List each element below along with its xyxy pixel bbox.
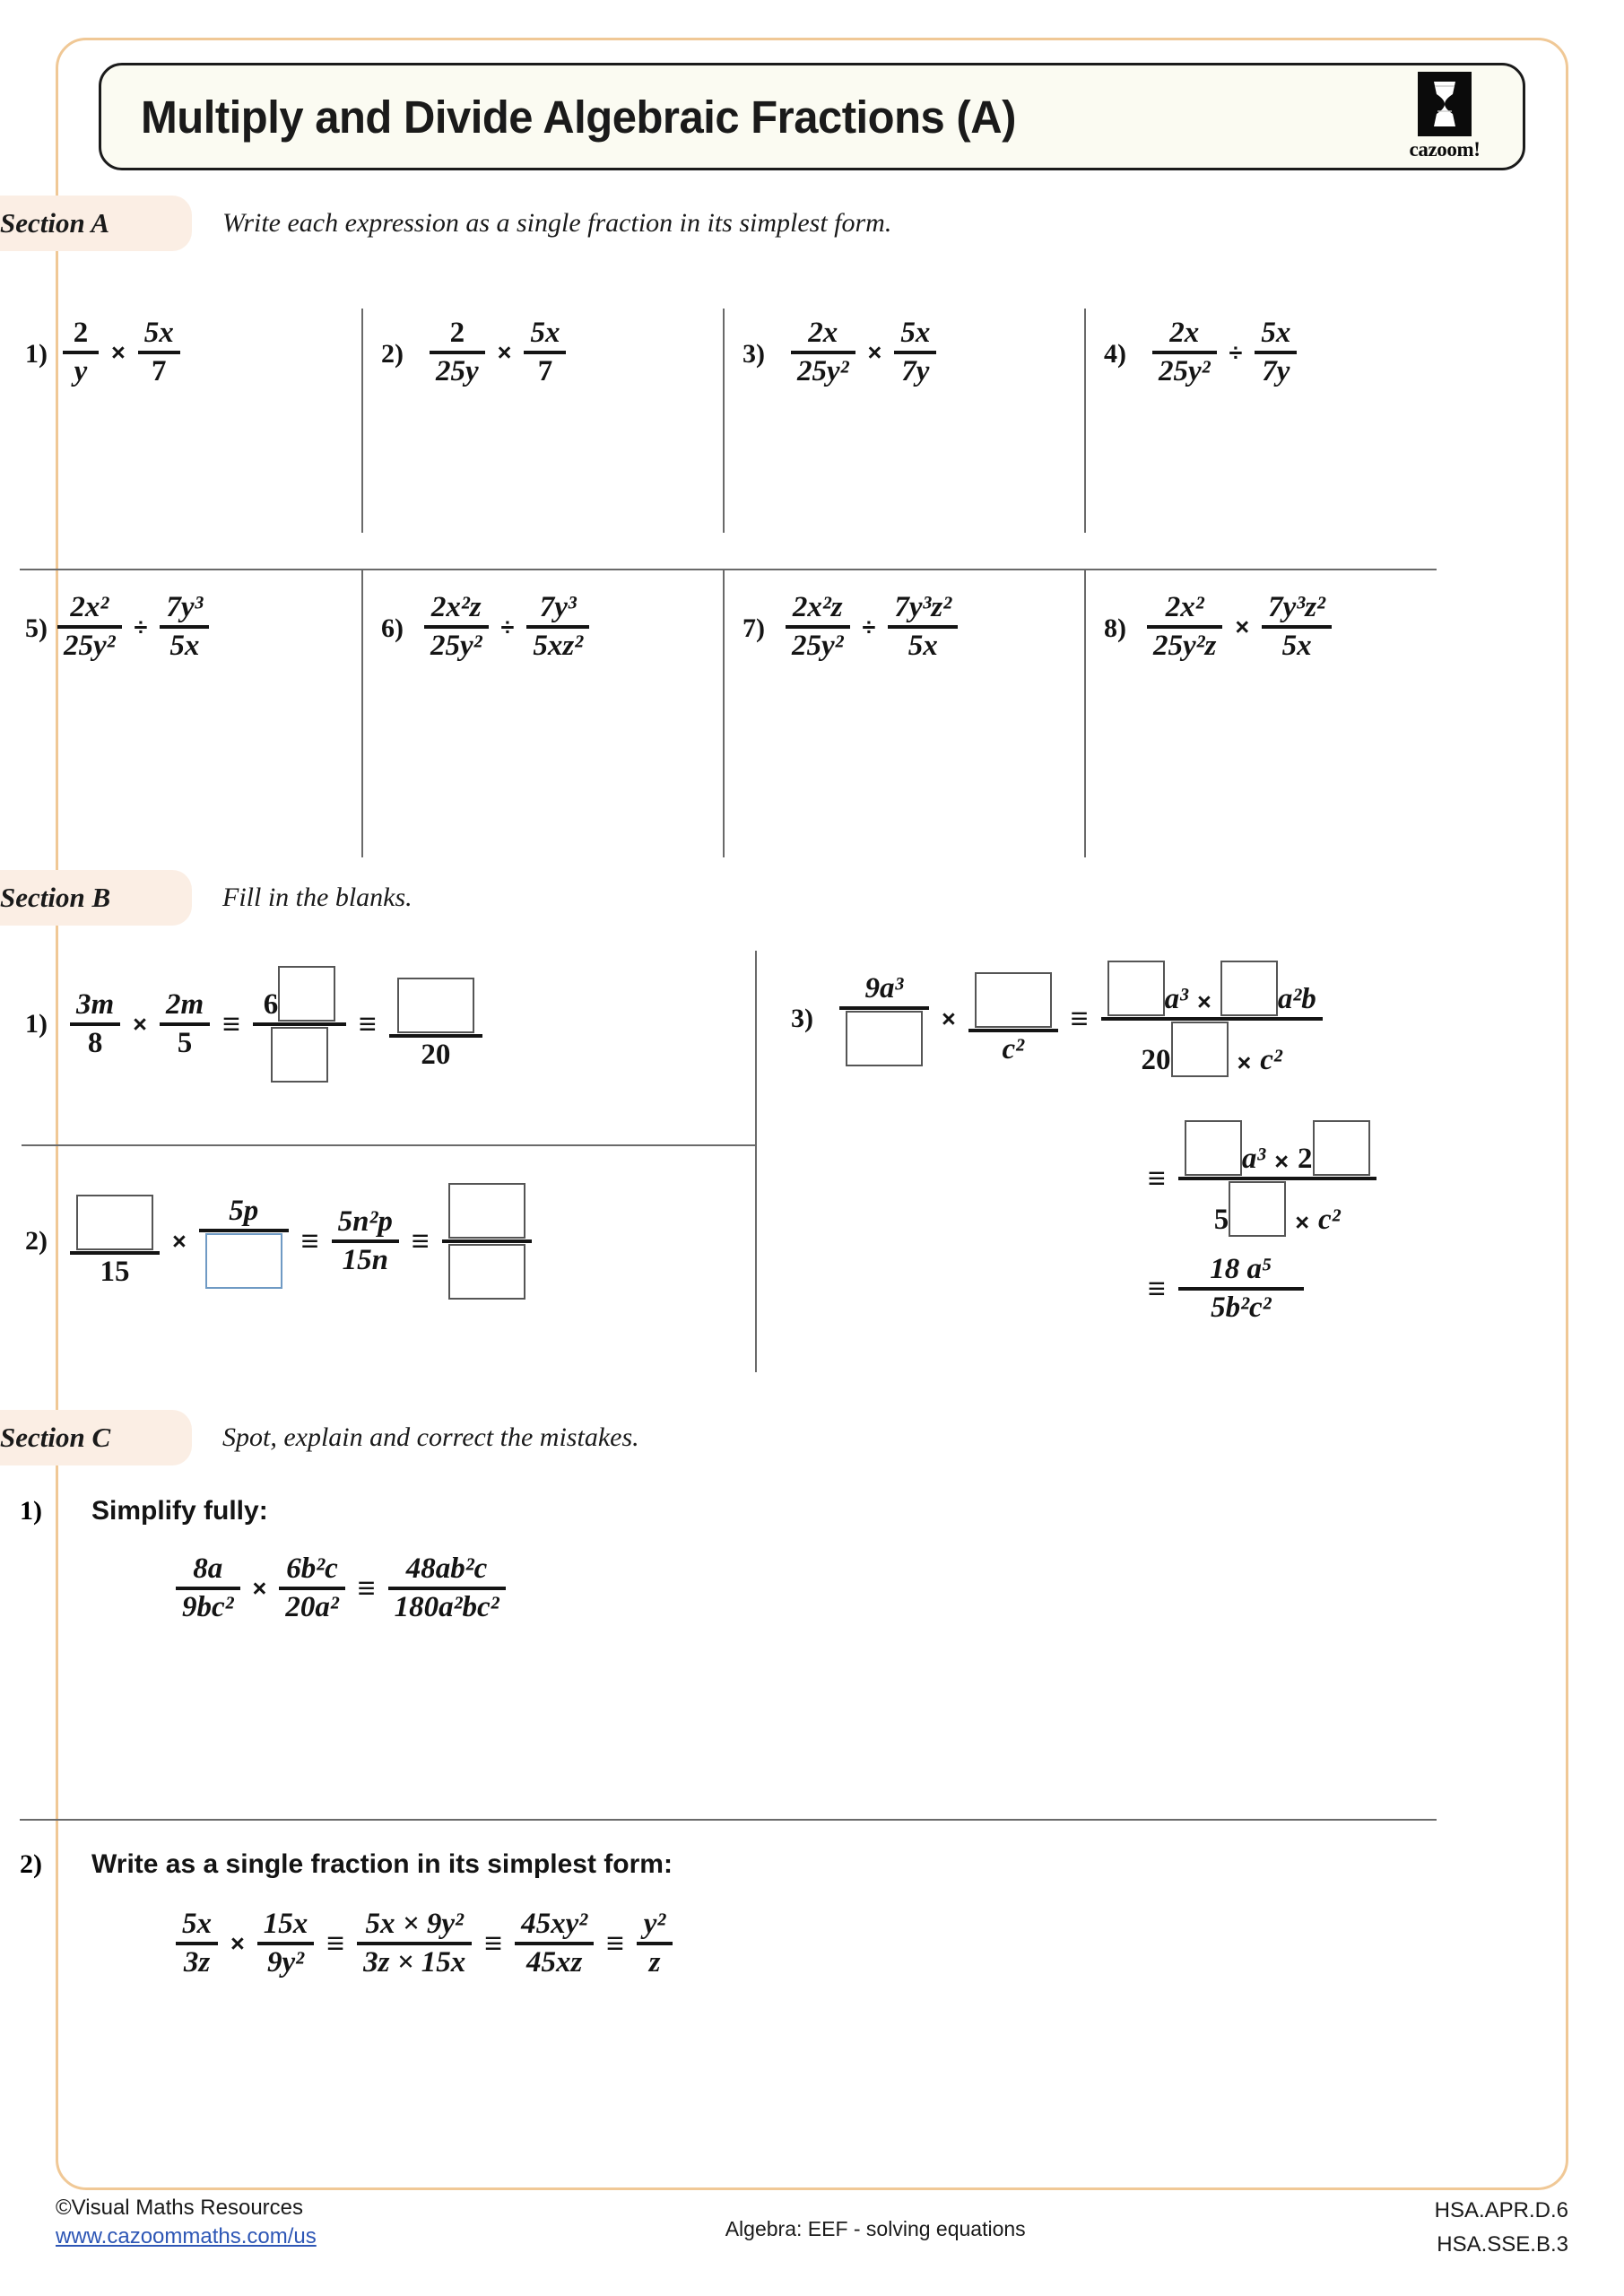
equivalence-sign: ≡ [357, 1570, 376, 1605]
fraction-1: $\frac{2}{25y}$ [430, 316, 485, 389]
fraction-line2 [1178, 1119, 1376, 1238]
numerator-term: a²b [1277, 983, 1316, 1015]
operator: × [942, 1004, 956, 1032]
section-a-pill [0, 196, 192, 251]
fraction-2: c² [968, 971, 1058, 1067]
fraction-5: $\frac{\text{y²}}{z}$ [637, 1907, 673, 1980]
answer-box[interactable] [1220, 961, 1278, 1016]
website-link[interactable]: www.cazoommaths.com/us [56, 2224, 317, 2249]
operator: × [1274, 1148, 1290, 1175]
operator: ÷ [1229, 338, 1243, 366]
fraction-1: $\frac{2x}{\text{25y²}}$ [1152, 316, 1217, 389]
footer-left [56, 2194, 317, 2252]
fraction-1: 9a³ [839, 971, 929, 1067]
question-prompt: Write as a single fraction in its simplest form: [91, 1849, 673, 1879]
section-c-label: Section C [0, 1422, 111, 1453]
section-a-header [0, 196, 1583, 251]
copyright-text: ©Visual Maths Resources [56, 2196, 304, 2220]
question-c2 [20, 1849, 673, 1880]
fraction-2: $\frac{5x}{7}$ [524, 316, 566, 389]
fraction-4: $\frac{\text{45xy²}}{45xz}$ [515, 1907, 594, 1980]
answer-box[interactable] [1313, 1120, 1370, 1176]
operator: × [252, 1574, 267, 1602]
numerator-term: a³ [1164, 983, 1189, 1015]
question-a3 [723, 296, 1084, 389]
question-b3-line3 [1135, 1252, 1304, 1326]
equivalence-sign: ≡ [358, 1006, 377, 1041]
standard-code-2: HSA.SSE.B.3 [1437, 2232, 1568, 2257]
answer-box[interactable] [271, 1027, 328, 1083]
question-number: 5) [25, 613, 48, 643]
operator: × [111, 338, 126, 366]
operator: × [1237, 1049, 1252, 1076]
fraction-4: 20 [389, 977, 482, 1073]
logo-wordmark: cazoom! [1409, 138, 1481, 161]
answer-box[interactable] [397, 978, 474, 1033]
operator: × [133, 1010, 147, 1038]
denominator-coefficient: 5 [1213, 1204, 1229, 1236]
fraction-2: $\frac{\text{7y³}}{5x}$ [160, 590, 209, 664]
denominator-coefficient: 20 [1141, 1044, 1171, 1076]
section-b-row-divider [22, 1144, 755, 1146]
section-b-pill [0, 870, 192, 926]
question-number: 6) [381, 613, 404, 643]
question-number: 2) [20, 1849, 42, 1879]
section-b-column-divider [755, 951, 757, 1372]
operator: × [497, 338, 512, 366]
equivalence-sign: ≡ [1070, 1001, 1089, 1036]
fraction-2: $\frac{5x}{7y}$ [1255, 316, 1297, 389]
fraction-1: $\frac{2x}{\text{25y²}}$ [791, 316, 855, 389]
equivalence-sign: ≡ [326, 1926, 345, 1961]
answer-box[interactable] [975, 972, 1052, 1028]
equivalence-sign: ≡ [1148, 1271, 1166, 1306]
question-b3-line2 [1135, 1119, 1376, 1238]
worksheet-title-bar [99, 63, 1525, 170]
question-b3 [773, 960, 1323, 1078]
answer-box[interactable] [1229, 1181, 1286, 1237]
fraction-2: 5p [199, 1194, 289, 1290]
section-c-pill [0, 1410, 192, 1465]
operator: ÷ [500, 613, 515, 640]
question-number: 7) [743, 613, 765, 643]
fraction-1: 15 [70, 1194, 160, 1290]
hourglass-vase-icon [1418, 72, 1472, 136]
fraction-2: $\frac{\text{6b²c}}{\text{20a²}}$ [279, 1552, 344, 1625]
fraction-1: $\frac{\text{2x²z}}{\text{25y²}}$ [424, 590, 489, 664]
question-number: 2) [381, 339, 404, 369]
equivalence-sign: ≡ [222, 1006, 240, 1041]
section-a-row-1 [0, 296, 1583, 556]
section-a-label: Section A [0, 207, 110, 239]
question-b1 [0, 965, 482, 1083]
cazoom-logo [1392, 72, 1498, 161]
question-c1-working [176, 1552, 506, 1625]
operator: ÷ [134, 613, 148, 640]
section-a-instruction: Write each expression as a single fraction in its simplest form. [222, 208, 892, 238]
numerator-coefficient: 6 [263, 988, 279, 1021]
question-a2 [361, 296, 723, 389]
fraction-3 [1101, 960, 1323, 1078]
question-number: 3) [743, 339, 765, 369]
fraction-1: $\frac{\text{2x²}}{\text{25y²}}$ [57, 590, 122, 664]
question-a6 [361, 570, 723, 664]
numerator-term: a³ [1241, 1143, 1266, 1175]
fraction-4 [442, 1182, 532, 1300]
fraction-1: $\frac{8a}{\text{9bc²}}$ [176, 1552, 240, 1625]
question-c1 [20, 1496, 268, 1526]
fraction-line3: $\frac{\text{18 a⁵}}{\text{5b²c²}}$ [1178, 1252, 1304, 1326]
standard-code-1: HSA.APR.D.6 [1434, 2198, 1568, 2222]
page-footer [56, 2194, 1568, 2287]
footer-topic: Algebra: EEF - solving equations [725, 2217, 1026, 2240]
fraction-3: $\frac{\text{48ab²c}}{\text{180a²bc²}}$ [388, 1552, 506, 1625]
equivalence-sign: ≡ [300, 1223, 319, 1258]
numerator-coefficient: 2 [1298, 1143, 1313, 1175]
footer-standards [1435, 2194, 1568, 2263]
equivalence-sign: ≡ [484, 1926, 503, 1961]
answer-box[interactable] [1107, 961, 1165, 1016]
page-title: Multiply and Divide Algebraic Fractions (A) [141, 91, 1016, 143]
section-b-header [0, 870, 1583, 926]
section-c-instruction: Spot, explain and correct the mistakes. [222, 1422, 639, 1452]
section-c-row-divider [20, 1819, 1437, 1821]
equivalence-sign: ≡ [606, 1926, 625, 1961]
operator: × [867, 338, 882, 366]
question-a7 [723, 570, 1084, 664]
question-number: 1) [25, 339, 48, 369]
operator: × [1235, 613, 1250, 640]
section-b-label: Section B [0, 882, 111, 913]
section-b-instruction: Fill in the blanks. [222, 883, 413, 912]
fraction-2: $\frac{2m}{5}$ [160, 987, 210, 1061]
answer-box-highlighted[interactable] [205, 1233, 282, 1289]
question-prompt: Simplify fully: [91, 1496, 268, 1526]
question-a8 [1084, 570, 1443, 664]
fraction-1: $\frac{2}{y}$ [63, 316, 99, 389]
operator: ÷ [862, 613, 876, 640]
answer-box[interactable] [448, 1244, 525, 1300]
fraction-3: $\frac{\text{5n²p}}{15n}$ [332, 1205, 399, 1278]
equivalence-sign: ≡ [1148, 1161, 1166, 1196]
fraction-1: $\frac{\text{2x²z}}{\text{25y²}}$ [786, 590, 850, 664]
question-number: 1) [20, 1496, 42, 1526]
section-a-row-2 [0, 570, 1583, 857]
denominator-term: c² [1318, 1204, 1341, 1236]
fraction-2: $\frac{\text{7y³z²}}{5x}$ [888, 590, 958, 664]
answer-box[interactable] [1171, 1022, 1229, 1077]
answer-box[interactable] [448, 1183, 525, 1239]
fraction-1: $\frac{\text{2x²}}{\text{25y²z}}$ [1147, 590, 1222, 664]
fraction-2: $\frac{5x}{7y}$ [894, 316, 936, 389]
fraction-3 [253, 965, 346, 1083]
question-number: 4) [1104, 339, 1126, 369]
fraction-2: $\frac{\text{7y³z²}}{5x}$ [1262, 590, 1332, 664]
operator: × [230, 1929, 245, 1957]
question-number: 1) [25, 1009, 48, 1039]
operator: × [172, 1227, 187, 1255]
question-b2 [0, 1182, 532, 1300]
section-c-header [0, 1410, 1583, 1465]
question-number: 8) [1104, 613, 1126, 643]
question-c2-working [176, 1907, 673, 1980]
answer-box[interactable] [1185, 1120, 1242, 1176]
question-number: 2) [25, 1226, 48, 1256]
answer-box[interactable] [278, 966, 335, 1022]
question-a4 [1084, 296, 1443, 389]
fraction-3: $\frac{\text{5x × 9y²}}{3z \times 15x}$ [357, 1907, 472, 1980]
equivalence-sign: ≡ [411, 1223, 430, 1258]
question-number: 3) [791, 1004, 813, 1033]
operator: × [1295, 1209, 1310, 1236]
answer-box[interactable] [846, 1011, 923, 1066]
fraction-2: $\frac{5x}{7}$ [138, 316, 180, 389]
fraction-2: $\frac{\text{7y³}}{\text{5xz²}}$ [526, 590, 589, 664]
fraction-1: $\frac{5x}{3z}$ [176, 1907, 218, 1980]
denominator-term: c² [1260, 1044, 1282, 1076]
question-a1 [0, 296, 361, 389]
question-a5 [0, 570, 361, 664]
operator: × [1197, 988, 1211, 1015]
fraction-2: $\frac{15x}{\text{9y²}}$ [257, 1907, 315, 1980]
fraction-1: $\frac{3m}{8}$ [70, 987, 120, 1061]
answer-box[interactable] [76, 1195, 153, 1250]
